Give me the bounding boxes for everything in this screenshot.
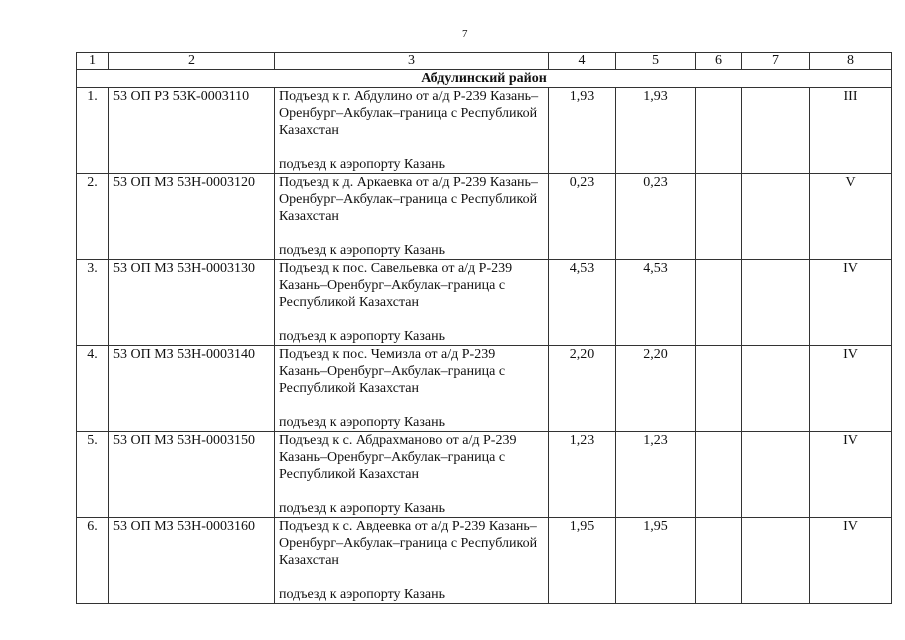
road-category: IV	[810, 518, 892, 604]
col6-value	[696, 174, 742, 260]
road-name-cell	[275, 518, 549, 604]
road-name: Подъезд к д. Аркаевка от а/д Р-239 Казань–Оренбург–Акбулак–граница с Республикой Казахстан	[279, 175, 538, 224]
row-number: 2.	[77, 174, 109, 260]
col6-value	[696, 260, 742, 346]
col4-value: 0,23	[549, 174, 616, 260]
road-name-cell	[275, 346, 549, 432]
section-title: Абдулинский район	[77, 70, 892, 88]
road-code: 53 ОП МЗ 53Н-0003160	[109, 518, 275, 604]
col4-value: 2,20	[549, 346, 616, 432]
col7-value	[742, 346, 810, 432]
header-cell: 2	[109, 53, 275, 70]
col5-value: 0,23	[616, 174, 696, 260]
col5-value: 4,53	[616, 260, 696, 346]
page-number: 7	[462, 28, 468, 40]
col6-value	[696, 88, 742, 174]
header-cell: 7	[742, 53, 810, 70]
road-note: подъезд к аэропорту Казань	[279, 415, 445, 430]
road-code: 53 ОП МЗ 53Н-0003150	[109, 432, 275, 518]
road-name: Подъезд к с. Авдеевка от а/д Р-239 Казань–Оренбург–Акбулак–граница с Республикой Казахстан	[279, 519, 538, 568]
table-header-row	[77, 53, 892, 70]
col5-value: 1,93	[616, 88, 696, 174]
col5-value: 1,95	[616, 518, 696, 604]
road-category: IV	[810, 346, 892, 432]
table-row	[77, 518, 892, 604]
road-name-cell	[275, 432, 549, 518]
col6-value	[696, 518, 742, 604]
row-number: 3.	[77, 260, 109, 346]
col7-value	[742, 174, 810, 260]
road-name-cell	[275, 174, 549, 260]
col5-value: 1,23	[616, 432, 696, 518]
road-category: V	[810, 174, 892, 260]
row-number: 1.	[77, 88, 109, 174]
col6-value	[696, 432, 742, 518]
road-name: Подъезд к г. Абдулино от а/д Р-239 Казань–Оренбург–Акбулак–граница с Республикой Казахстан	[279, 89, 539, 138]
col4-value: 1,23	[549, 432, 616, 518]
table-row	[77, 174, 892, 260]
col4-value: 1,95	[549, 518, 616, 604]
road-name-cell	[275, 260, 549, 346]
header-cell: 3	[275, 53, 549, 70]
col7-value	[742, 88, 810, 174]
road-name-cell	[275, 88, 549, 174]
col4-value: 4,53	[549, 260, 616, 346]
road-code: 53 ОП МЗ 53Н-0003120	[109, 174, 275, 260]
header-cell: 4	[549, 53, 616, 70]
header-cell: 5	[616, 53, 696, 70]
table-row	[77, 88, 892, 174]
header-cell: 8	[810, 53, 892, 70]
table-row	[77, 432, 892, 518]
road-code: 53 ОП МЗ 53Н-0003130	[109, 260, 275, 346]
road-note: подъезд к аэропорту Казань	[279, 157, 445, 172]
header-cell: 1	[77, 53, 109, 70]
header-cell: 6	[696, 53, 742, 70]
road-name: Подъезд к пос. Чемизла от а/д Р-239 Казань–Оренбург–Акбулак–граница с Республикой Казахстан	[279, 347, 506, 396]
road-note: подъезд к аэропорту Казань	[279, 329, 445, 344]
road-note: подъезд к аэропорту Казань	[279, 587, 445, 602]
col6-value	[696, 346, 742, 432]
road-note: подъезд к аэропорту Казань	[279, 501, 445, 516]
road-code: 53 ОП РЗ 53К-0003110	[109, 88, 275, 174]
section-row	[77, 70, 892, 88]
table-row	[77, 346, 892, 432]
road-category: III	[810, 88, 892, 174]
col7-value	[742, 518, 810, 604]
row-number: 4.	[77, 346, 109, 432]
col4-value: 1,93	[549, 88, 616, 174]
col7-value	[742, 432, 810, 518]
roads-table	[76, 52, 892, 604]
row-number: 6.	[77, 518, 109, 604]
col5-value: 2,20	[616, 346, 696, 432]
col7-value	[742, 260, 810, 346]
table-row	[77, 260, 892, 346]
road-category: IV	[810, 260, 892, 346]
road-name: Подъезд к пос. Савельевка от а/д Р-239 Казань–Оренбург–Акбулак–граница с Республикой Казахстан	[279, 261, 513, 310]
road-note: подъезд к аэропорту Казань	[279, 243, 445, 258]
row-number: 5.	[77, 432, 109, 518]
road-code: 53 ОП МЗ 53Н-0003140	[109, 346, 275, 432]
road-name: Подъезд к с. Абдрахманово от а/д Р-239 Казань–Оренбург–Акбулак–граница с Республикой Казахстан	[279, 433, 517, 482]
road-category: IV	[810, 432, 892, 518]
